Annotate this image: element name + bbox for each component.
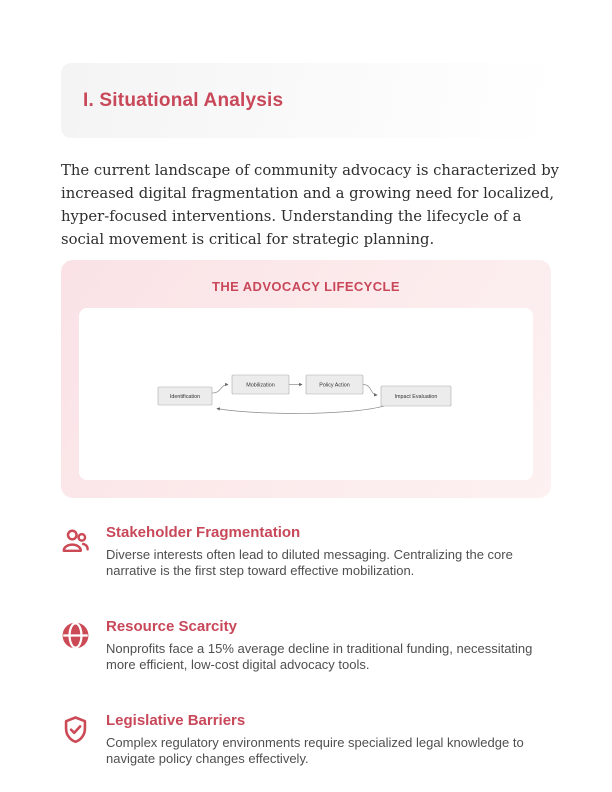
shield-check-icon: [60, 714, 91, 745]
section-header-banner: [61, 63, 551, 138]
section-item-stakeholder-fragmentation: [60, 524, 552, 579]
node-identification: [158, 387, 212, 405]
section-item-legislative-barriers: [60, 712, 552, 767]
users-icon: [60, 526, 91, 557]
node-mobilization-label: Mobilization: [246, 382, 275, 389]
section-body: Complex regulatory environments require specialized legal knowledge to navigate policy changes effectively.: [106, 735, 524, 766]
section-title: Resource Scarcity: [106, 618, 237, 635]
node-impact-evaluation-label: Impact Evaluation: [394, 394, 438, 401]
edge-identification-to-mobilization: [212, 385, 228, 394]
advocacy-lifecycle-flowchart: [156, 370, 456, 418]
globe-icon: [60, 620, 91, 651]
section-body: Nonprofits face a 15% average decline in traditional funding, necessitating more efficient, low-cost digital advocacy tools.: [106, 641, 533, 672]
edge-impact-evaluation-to-identification: [217, 406, 384, 413]
lifecycle-card: [61, 260, 551, 498]
node-policy-action: [306, 375, 363, 394]
edge-policy-action-to-impact-evaluation: [363, 385, 377, 396]
section-body: Diverse interests often lead to diluted messaging. Centralizing the core narrative is the first step toward effective mobilization.: [106, 547, 513, 578]
section-title: Stakeholder Fragmentation: [106, 524, 301, 541]
flowchart-panel: [79, 308, 533, 480]
intro-paragraph: The current landscape of community advocacy is characterized by increased digital fragmentation and a growing need for localized, hyper-focused interventions. Understanding the lifecycle of a social movement is critical for strategic planning.: [61, 162, 560, 248]
section-item-resource-scarcity: [60, 618, 552, 673]
node-policy-action-label: Policy Action: [319, 382, 350, 389]
node-impact-evaluation: [381, 386, 451, 406]
node-mobilization: [232, 375, 289, 394]
lifecycle-card-title: THE ADVOCACY LIFECYCLE: [212, 279, 400, 294]
page-title: I. Situational Analysis: [83, 89, 284, 111]
node-identification-label: Identification: [169, 394, 201, 401]
section-title: Legislative Barriers: [106, 712, 246, 729]
